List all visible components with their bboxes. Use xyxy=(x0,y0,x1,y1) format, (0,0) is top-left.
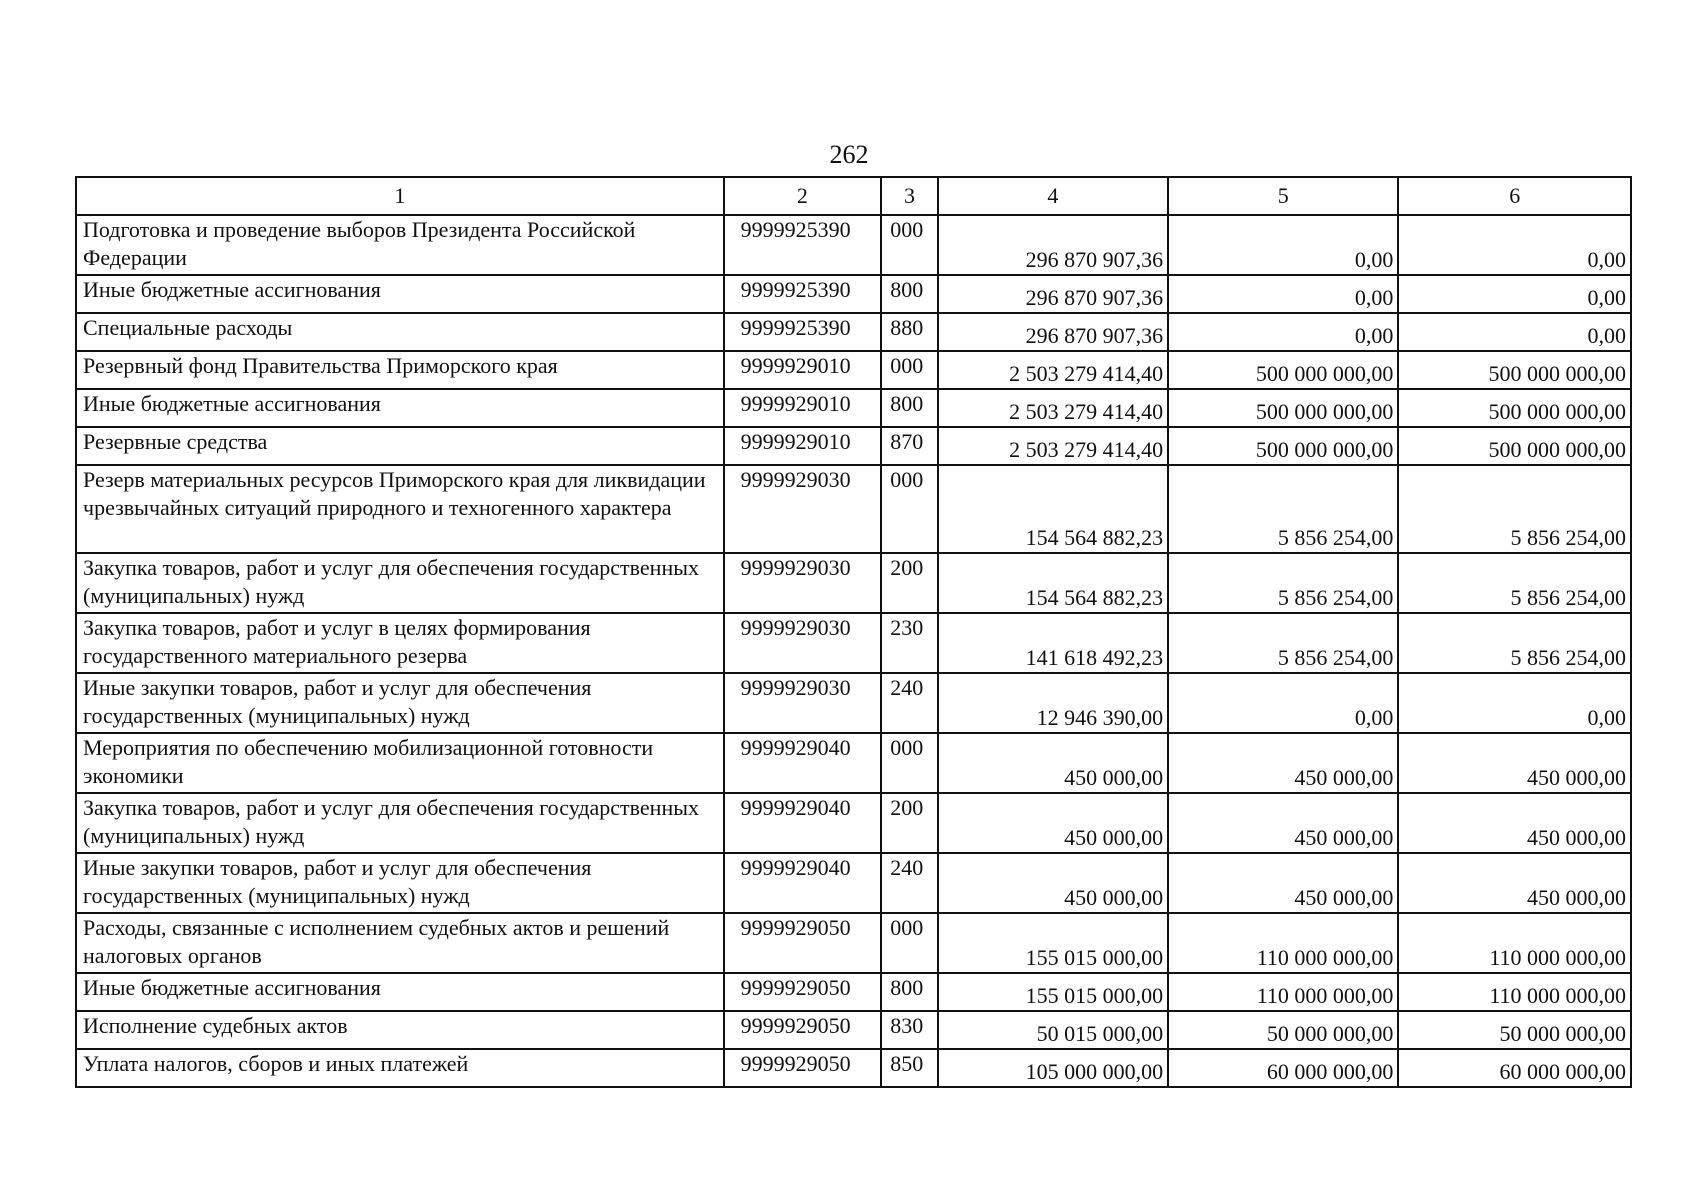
row-value-col5-cell: 5 856 254,00 xyxy=(1168,465,1398,553)
row-type-cell: 000 xyxy=(881,733,938,793)
row-code-cell: 9999925390 xyxy=(724,275,882,313)
row-type-cell: 240 xyxy=(881,853,938,913)
row-value-col6-cell: 450 000,00 xyxy=(1398,793,1631,853)
column-header: 1 xyxy=(76,177,724,215)
row-value-col4-cell: 2 503 279 414,40 xyxy=(938,351,1168,389)
row-code-cell: 9999929030 xyxy=(724,465,882,553)
row-type-cell: 880 xyxy=(881,313,938,351)
row-value-col4-cell: 296 870 907,36 xyxy=(938,313,1168,351)
table-row xyxy=(76,913,1631,973)
row-value-col4-cell: 296 870 907,36 xyxy=(938,275,1168,313)
row-value-col5-cell: 0,00 xyxy=(1168,673,1398,733)
table-row xyxy=(76,313,1631,351)
row-value-col6-cell: 0,00 xyxy=(1398,275,1631,313)
row-value-col6-cell: 5 856 254,00 xyxy=(1398,613,1631,673)
row-type-cell: 200 xyxy=(881,793,938,853)
row-type-cell: 850 xyxy=(881,1049,938,1087)
row-value-col6-cell: 110 000 000,00 xyxy=(1398,973,1631,1011)
table-header-row xyxy=(76,177,1631,215)
row-code-cell: 9999929050 xyxy=(724,913,882,973)
row-name-cell: Иные бюджетные ассигнования xyxy=(76,275,724,313)
row-value-col6-cell: 450 000,00 xyxy=(1398,733,1631,793)
row-value-col6-cell: 5 856 254,00 xyxy=(1398,465,1631,553)
row-type-cell: 800 xyxy=(881,973,938,1011)
table-row xyxy=(76,1049,1631,1087)
row-name-cell: Иные бюджетные ассигнования xyxy=(76,973,724,1011)
row-type-cell: 000 xyxy=(881,913,938,973)
row-code-cell: 9999929010 xyxy=(724,427,882,465)
row-value-col4-cell: 296 870 907,36 xyxy=(938,215,1168,275)
row-type-cell: 000 xyxy=(881,465,938,553)
row-name-cell: Резерв материальных ресурсов Приморского края для ликвидации чрезвычайных ситуаций природного и техногенного характера xyxy=(76,465,724,553)
row-type-cell: 240 xyxy=(881,673,938,733)
table-row xyxy=(76,673,1631,733)
row-type-cell: 800 xyxy=(881,275,938,313)
row-value-col6-cell: 5 856 254,00 xyxy=(1398,553,1631,613)
table-row xyxy=(76,275,1631,313)
row-value-col4-cell: 105 000 000,00 xyxy=(938,1049,1168,1087)
row-value-col6-cell: 500 000 000,00 xyxy=(1398,427,1631,465)
row-value-col4-cell: 450 000,00 xyxy=(938,853,1168,913)
row-name-cell: Исполнение судебных актов xyxy=(76,1011,724,1049)
column-header: 2 xyxy=(724,177,882,215)
row-value-col4-cell: 154 564 882,23 xyxy=(938,553,1168,613)
row-value-col5-cell: 5 856 254,00 xyxy=(1168,553,1398,613)
row-value-col6-cell: 110 000 000,00 xyxy=(1398,913,1631,973)
row-code-cell: 9999929030 xyxy=(724,553,882,613)
table-row xyxy=(76,973,1631,1011)
row-code-cell: 9999929040 xyxy=(724,793,882,853)
table-row xyxy=(76,427,1631,465)
row-value-col6-cell: 0,00 xyxy=(1398,673,1631,733)
row-value-col4-cell: 450 000,00 xyxy=(938,733,1168,793)
row-value-col4-cell: 141 618 492,23 xyxy=(938,613,1168,673)
table-row xyxy=(76,215,1631,275)
table-row xyxy=(76,733,1631,793)
row-code-cell: 9999925390 xyxy=(724,215,882,275)
row-value-col4-cell: 155 015 000,00 xyxy=(938,913,1168,973)
table-row xyxy=(76,613,1631,673)
row-value-col5-cell: 110 000 000,00 xyxy=(1168,913,1398,973)
row-value-col4-cell: 155 015 000,00 xyxy=(938,973,1168,1011)
table-row xyxy=(76,389,1631,427)
row-value-col6-cell: 500 000 000,00 xyxy=(1398,351,1631,389)
row-name-cell: Резервные средства xyxy=(76,427,724,465)
row-value-col4-cell: 154 564 882,23 xyxy=(938,465,1168,553)
row-value-col6-cell: 60 000 000,00 xyxy=(1398,1049,1631,1087)
row-name-cell: Резервный фонд Правительства Приморского края xyxy=(76,351,724,389)
table-row xyxy=(76,553,1631,613)
row-name-cell: Закупка товаров, работ и услуг в целях формирования государственного материального резерва xyxy=(76,613,724,673)
row-type-cell: 000 xyxy=(881,215,938,275)
row-value-col5-cell: 450 000,00 xyxy=(1168,733,1398,793)
row-value-col5-cell: 0,00 xyxy=(1168,313,1398,351)
row-value-col5-cell: 60 000 000,00 xyxy=(1168,1049,1398,1087)
budget-table xyxy=(75,176,1632,1088)
row-value-col6-cell: 0,00 xyxy=(1398,215,1631,275)
table-row xyxy=(76,1011,1631,1049)
row-value-col5-cell: 500 000 000,00 xyxy=(1168,351,1398,389)
row-value-col4-cell: 2 503 279 414,40 xyxy=(938,427,1168,465)
page-number: 262 xyxy=(829,140,869,169)
row-name-cell: Расходы, связанные с исполнением судебных актов и решений налоговых органов xyxy=(76,913,724,973)
row-code-cell: 9999929050 xyxy=(724,1011,882,1049)
row-type-cell: 870 xyxy=(881,427,938,465)
row-value-col4-cell: 12 946 390,00 xyxy=(938,673,1168,733)
row-value-col6-cell: 0,00 xyxy=(1398,313,1631,351)
row-value-col4-cell: 2 503 279 414,40 xyxy=(938,389,1168,427)
row-code-cell: 9999929030 xyxy=(724,613,882,673)
row-code-cell: 9999929050 xyxy=(724,1049,882,1087)
column-header: 3 xyxy=(881,177,938,215)
row-code-cell: 9999925390 xyxy=(724,313,882,351)
row-name-cell: Закупка товаров, работ и услуг для обеспечения государственных (муниципальных) нужд xyxy=(76,553,724,613)
table-row xyxy=(76,351,1631,389)
row-value-col5-cell: 500 000 000,00 xyxy=(1168,427,1398,465)
row-name-cell: Закупка товаров, работ и услуг для обеспечения государственных (муниципальных) нужд xyxy=(76,793,724,853)
row-value-col5-cell: 0,00 xyxy=(1168,215,1398,275)
row-name-cell: Мероприятия по обеспечению мобилизационной готовности экономики xyxy=(76,733,724,793)
row-value-col5-cell: 500 000 000,00 xyxy=(1168,389,1398,427)
row-name-cell: Иные бюджетные ассигнования xyxy=(76,389,724,427)
row-type-cell: 200 xyxy=(881,553,938,613)
row-code-cell: 9999929050 xyxy=(724,973,882,1011)
table-row xyxy=(76,465,1631,553)
row-name-cell: Иные закупки товаров, работ и услуг для обеспечения государственных (муниципальных) нужд xyxy=(76,673,724,733)
row-name-cell: Подготовка и проведение выборов Президента Российской Федерации xyxy=(76,215,724,275)
row-value-col6-cell: 450 000,00 xyxy=(1398,853,1631,913)
row-value-col5-cell: 450 000,00 xyxy=(1168,853,1398,913)
row-name-cell: Иные закупки товаров, работ и услуг для обеспечения государственных (муниципальных) нужд xyxy=(76,853,724,913)
column-header: 4 xyxy=(938,177,1168,215)
row-value-col6-cell: 50 000 000,00 xyxy=(1398,1011,1631,1049)
row-value-col5-cell: 450 000,00 xyxy=(1168,793,1398,853)
column-header: 6 xyxy=(1398,177,1631,215)
row-value-col5-cell: 50 000 000,00 xyxy=(1168,1011,1398,1049)
column-header: 5 xyxy=(1168,177,1398,215)
row-value-col4-cell: 450 000,00 xyxy=(938,793,1168,853)
row-name-cell: Специальные расходы xyxy=(76,313,724,351)
row-type-cell: 830 xyxy=(881,1011,938,1049)
row-value-col6-cell: 500 000 000,00 xyxy=(1398,389,1631,427)
row-code-cell: 9999929010 xyxy=(724,389,882,427)
row-name-cell: Уплата налогов, сборов и иных платежей xyxy=(76,1049,724,1087)
table-row xyxy=(76,793,1631,853)
row-type-cell: 230 xyxy=(881,613,938,673)
row-code-cell: 9999929010 xyxy=(724,351,882,389)
row-code-cell: 9999929040 xyxy=(724,853,882,913)
row-value-col5-cell: 5 856 254,00 xyxy=(1168,613,1398,673)
row-type-cell: 000 xyxy=(881,351,938,389)
row-type-cell: 800 xyxy=(881,389,938,427)
row-code-cell: 9999929030 xyxy=(724,673,882,733)
row-code-cell: 9999929040 xyxy=(724,733,882,793)
row-value-col4-cell: 50 015 000,00 xyxy=(938,1011,1168,1049)
row-value-col5-cell: 0,00 xyxy=(1168,275,1398,313)
row-value-col5-cell: 110 000 000,00 xyxy=(1168,973,1398,1011)
table-row xyxy=(76,853,1631,913)
